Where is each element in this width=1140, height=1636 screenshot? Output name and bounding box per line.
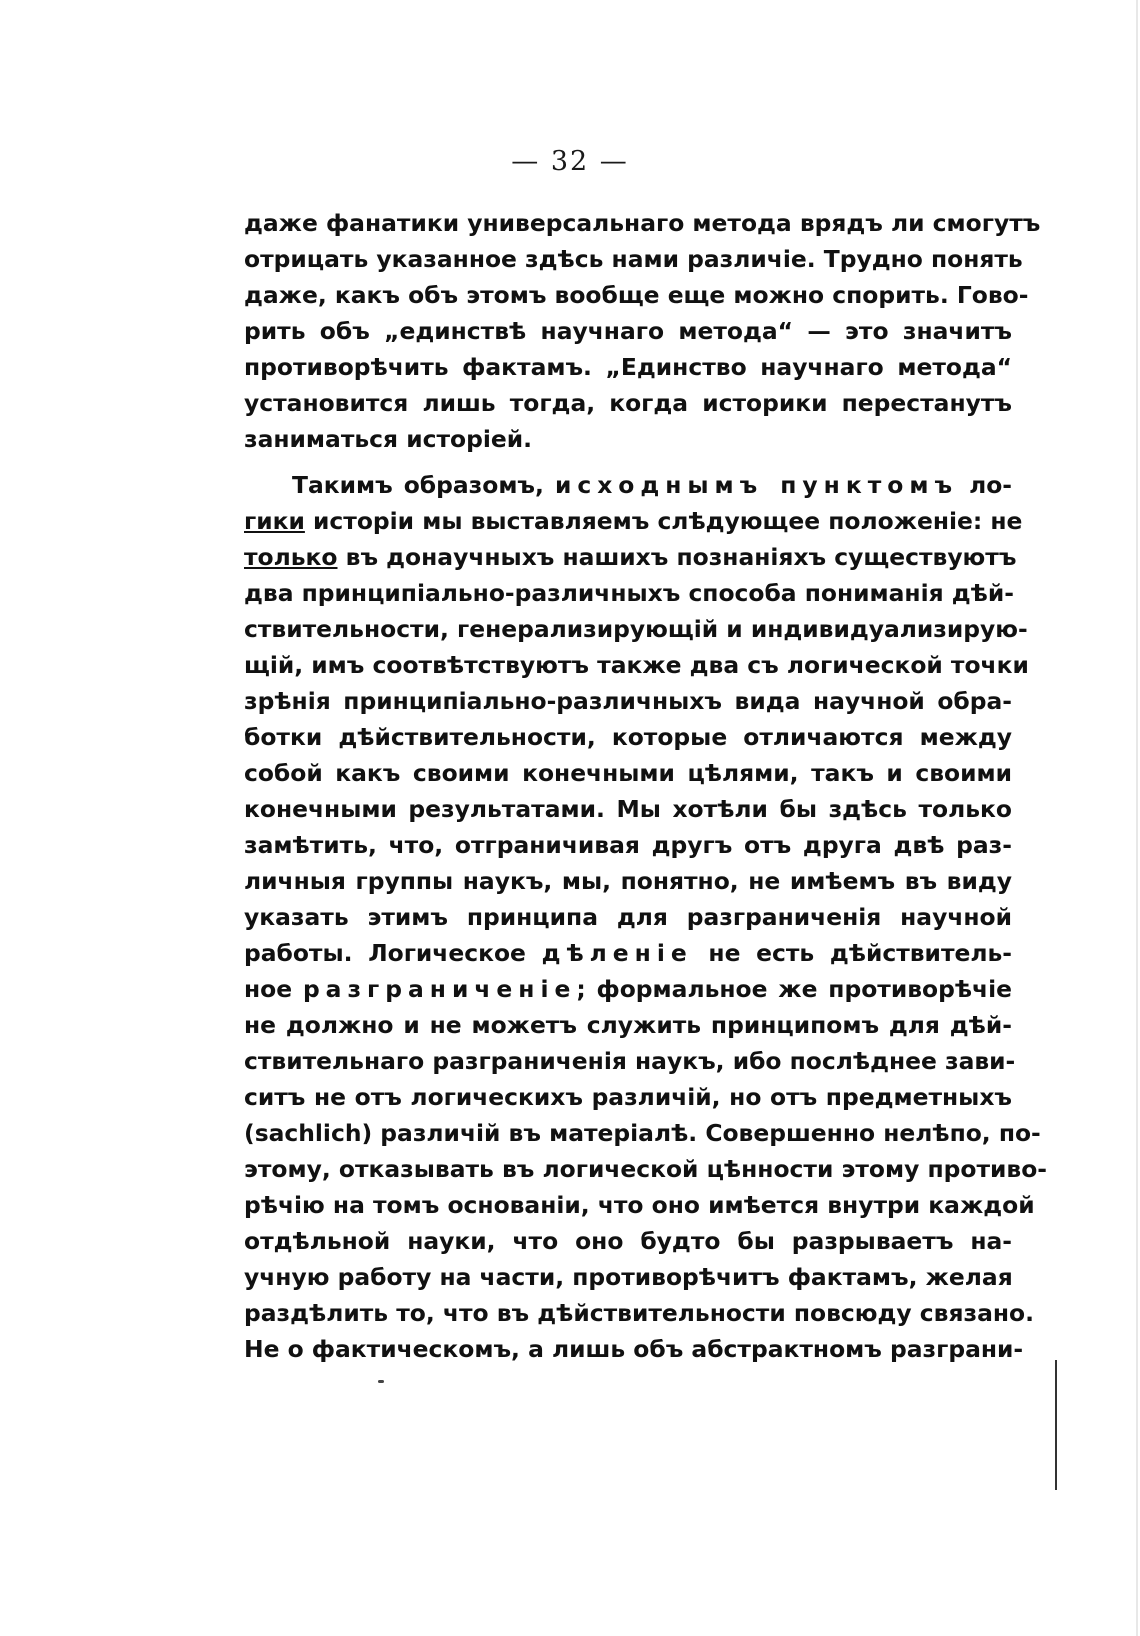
text-line: рить объ „единствѣ научнаго метода“ — это значитъ [244,317,1012,345]
text-run: работы. Логическое [244,939,542,967]
page-number: — 32 — [511,146,629,177]
text-line: ситъ не отъ логическихъ различій, но отъ предметныхъ [244,1083,1012,1111]
text-line: (sachlich) различій въ матеріалѣ. Совершенно нелѣпо, по- [244,1119,1041,1147]
text-line: рѣчію на томъ основаніи, что оно имѣется внутри каждой [244,1191,1035,1219]
underlined-text: только [244,543,338,571]
text-line: Не о фактическомъ, а лишь объ абстрактномъ разграни- [244,1335,1024,1363]
text-line: даже, какъ объ этомъ вообще еще можно спорить. Гово- [244,281,1029,309]
text-line: отдѣльной науки, что оно будто бы разрываетъ на- [244,1227,1012,1255]
emphasized-text: исходнымъ пунктомъ [554,471,959,499]
scan-edge-shadow [1136,0,1138,1636]
text-line [244,971,1012,1007]
text-line [244,539,1017,575]
text-line [244,503,1023,539]
text-line: учную работу на части, противорѣчитъ фактамъ, желая [244,1263,1013,1291]
text-line: отрицать указанное здѣсь нами различіе. Трудно понять [244,245,1023,273]
text-line: собой какъ своими конечными цѣлями, такъ и своими [244,759,1012,787]
text-run: не есть дѣйствитель- [692,939,1012,967]
text-line: щій, имъ соотвѣтствуютъ также два съ логической точки [244,651,1029,679]
text-run: ; формальное же противорѣчіе [576,975,1012,1003]
scan-margin-line [1055,1360,1057,1490]
underlined-text: гики [244,507,305,535]
text-run: ло- [958,471,1012,499]
text-run: въ донаучныхъ нашихъ познаніяхъ существуютъ [337,543,1017,571]
text-line [244,935,1012,971]
text-run: Такимъ образомъ, [292,471,555,499]
text-line: личныя группы наукъ, мы, понятно, не имѣемъ въ виду [244,867,1012,895]
text-line: этому, отказывать въ логической цѣнности этому противо- [244,1155,1047,1183]
text-line: конечными результатами. Мы хотѣли бы здѣсь только [244,795,1012,823]
text-line: не должно и не можетъ служить принципомъ для дѣй- [244,1011,1012,1039]
text-line: даже фанатики универсальнаго метода врядъ ли смогутъ [244,209,1041,237]
text-run: ное [244,975,303,1003]
emphasized-text: разграниченіе [302,975,577,1003]
emphasized-text: дѣленіе [541,939,693,967]
text-line: раздѣлить то, что въ дѣйствительности повсюду связано. [244,1299,1034,1327]
text-line: ствительности, генерализирующій и индивидуализирую- [244,615,1028,643]
text-line [244,467,1012,503]
text-line: ботки дѣйствительности, которые отличаются между [244,723,1012,751]
text-line: зрѣнія принципіально-различныхъ вида научной обра- [244,687,1012,715]
text-line: заниматься исторіей. [244,425,532,453]
text-line: замѣтить, что, отграничивая другъ отъ друга двѣ раз- [244,831,1012,859]
text-line: указать этимъ принципа для разграниченія научной [244,903,1012,931]
body-text [244,205,1047,1367]
text-line: установится лишь тогда, когда историки перестанутъ [244,389,1012,417]
text-run: исторіи мы выставляемъ слѣдующее положеніе: не [304,507,1023,535]
text-line: противорѣчить фактамъ. „Единство научнаго метода“ [244,353,1012,381]
scan-speck [378,1380,384,1383]
text-line: два принципіально-различныхъ способа пониманія дѣй- [244,579,1014,607]
text-line: ствительнаго разграниченія наукъ, ибо послѣднее зави- [244,1047,1016,1075]
paragraph-gap [244,457,1012,467]
